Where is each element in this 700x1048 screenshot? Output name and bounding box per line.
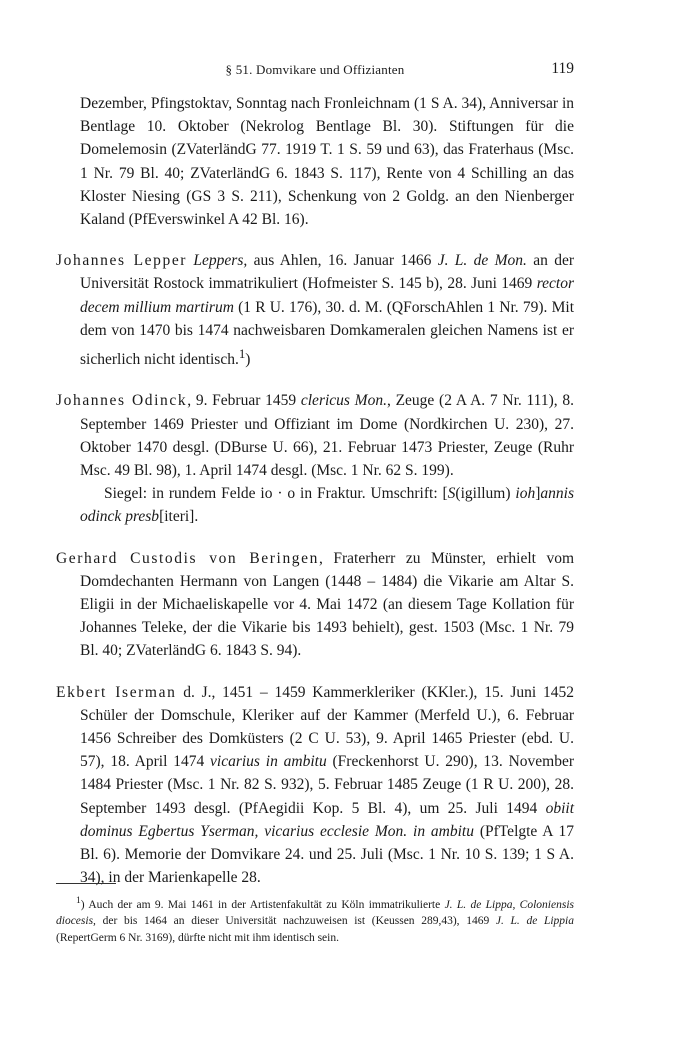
seal-italic-text: ioh: [515, 485, 536, 503]
entry-continued: [56, 92, 574, 231]
page-header: [56, 62, 574, 82]
entry-italic-text: J. L. de Mon.: [437, 252, 527, 270]
entry-gerhard-custodis: [56, 547, 574, 663]
entry-name: Ekbert Iserman: [56, 683, 177, 701]
entry-italic-text: rector decem millium martirum: [80, 275, 574, 316]
entry-text: , 9. Februar 1459: [187, 392, 301, 410]
seal-text: Siegel: in rundem Felde io · o in Fraktur. Umschrift: [: [104, 485, 448, 503]
entry-text: ): [245, 351, 251, 369]
running-head: § 51. Domvikare und Offizianten: [225, 62, 405, 77]
entry-ekbert-iserman: [56, 681, 574, 890]
seal-text: (igillum): [455, 485, 516, 503]
entry-name: Gerhard Custodis von Beringen: [56, 549, 319, 567]
footnote-italic-text: J. L. de Lippia: [495, 915, 574, 928]
page-number: 119: [551, 60, 574, 77]
entry-italic-text: Leppers,: [193, 252, 248, 270]
seal-italic-text: annis odinck presb: [80, 485, 574, 526]
entry-text: an der Universität Rostock immatrikuliert (Hofmeister S. 145 b), 28. Juni 1469: [80, 252, 574, 293]
entry-text: (PfTelgte A 17 Bl. 6). Memorie der Domvikare 24. und 25. Juli (Msc. 1 Nr. 10 S. 139; 1 S A. 34), in der Marienkapelle 28.: [80, 822, 574, 887]
footnote-italic-text: J. L. de Lippa, Coloniensis diocesis,: [56, 898, 574, 928]
entry-text: (Freckenhorst U. 290), 13. November 1484 Priester (Msc. 1 Nr. 82 S. 932), 5. Februar 1485 Zeuge (1 R U. 200), 28. September 1493 desgl. (PfAegidii Kop. 5 Bl. 4), um 25. Juli 1494: [80, 753, 574, 817]
footnote-mark: 1: [76, 895, 81, 906]
footnote: [56, 893, 574, 947]
body-text: [56, 92, 574, 889]
seal-text: [iteri].: [159, 508, 199, 526]
footnote-reference: 1: [238, 346, 246, 362]
entry-italic-text: obiit dominus Egbertus Yserman, vicarius ecclesie Mon. in ambitu: [80, 799, 574, 840]
entry-text: Dezember, Pfingstoktav, Sonntag nach Fronleichnam (1 S A. 34), Anniversar in Bentlage 10. Oktober (Nekrolog Bentlage Bl. 30). Stiftungen für die Domelemosin (ZVaterländG 77. 1919 T. 1 S. 59 und 63), das Fraterhaus (Msc. 1 Nr. 79 Bl. 40; ZVaterländG 6. 1843 S. 117), Rente von 4 Schilling an das Kloster Niesing (GS 3 S. 211), Schenkung von 2 Goldg. an den Nienberger Kaland (PfEverswinkel A 42 Bl. 16).: [80, 95, 574, 229]
entry-johannes-lepper: [56, 249, 574, 371]
entry-text: , Zeuge (2 A A. 7 Nr. 111), 8. September 1469 Priester und Offiziant im Dome (Nordkirchen U. 230), 27. Oktober 1470 desgl. (DBurse U. 66), 21. Februar 1473 Priester, Zeuge (Ruhr Msc. 49 Bl. 98), 1. April 1474 desgl. (Msc. 1 Nr. 62 S. 199).: [80, 392, 574, 479]
seal-italic-text: S: [447, 485, 456, 503]
entry-text: aus Ahlen, 16. Januar 1466: [247, 252, 438, 270]
entry-name: Johannes Odinck: [56, 392, 188, 410]
entry-italic-text: vicarius in ambitu: [210, 753, 327, 771]
entry-johannes-odinck: [56, 389, 574, 528]
footnote-text: ) Auch der am 9. Mai 1461 in der Artistenfakultät zu Köln immatrikulierte: [80, 898, 445, 911]
entry-text: d. J., 1451 – 1459 Kammerkleriker (KKler.), 15. Juni 1452 Schüler der Domschule, Kleriker auf der Kammer (Merfeld U.), 6. Februar 1456 Schreiber des Domküsters (2 C U. 53), 9. April 1465 Priester (ebd. U. 57), 18. April 1474: [80, 683, 574, 771]
entry-text: (1 R U. 176), 30. d. M. (QForschAhlen 1 Nr. 79). Mit dem von 1470 bis 1474 nachweisbaren Domkameralen gleichen Namens ist er sicherlich nicht identisch.: [80, 298, 574, 369]
footnote-text: der bis 1464 an dieser Universität nachzuweisen ist (Keussen 289,43), 1469: [95, 915, 496, 928]
entry-italic-text: clericus Mon.: [300, 392, 387, 410]
seal-description: [80, 482, 574, 528]
footnote-divider: [56, 883, 116, 884]
footnote-text: (RepertGerm 6 Nr. 3169), dürfte nicht mit ihm identisch sein.: [56, 932, 339, 945]
seal-text: ]: [535, 485, 541, 503]
entry-name: Johannes Lepper: [56, 252, 188, 270]
entry-text: , Fraterherr zu Münster, erhielt vom Domdechanten Hermann von Langen (1448 – 1484) die Vikarie am Altar S. Eligii in der Michaeliskapelle vor 4. Mai 1472 (an diesem Tage Kollation für Johannes Teleke, der die Vikarie bis 1493 behielt), gest. 1503 (Msc. 1 Nr. 79 Bl. 40; ZVaterländG 6. 1843 S. 94).: [80, 549, 574, 660]
